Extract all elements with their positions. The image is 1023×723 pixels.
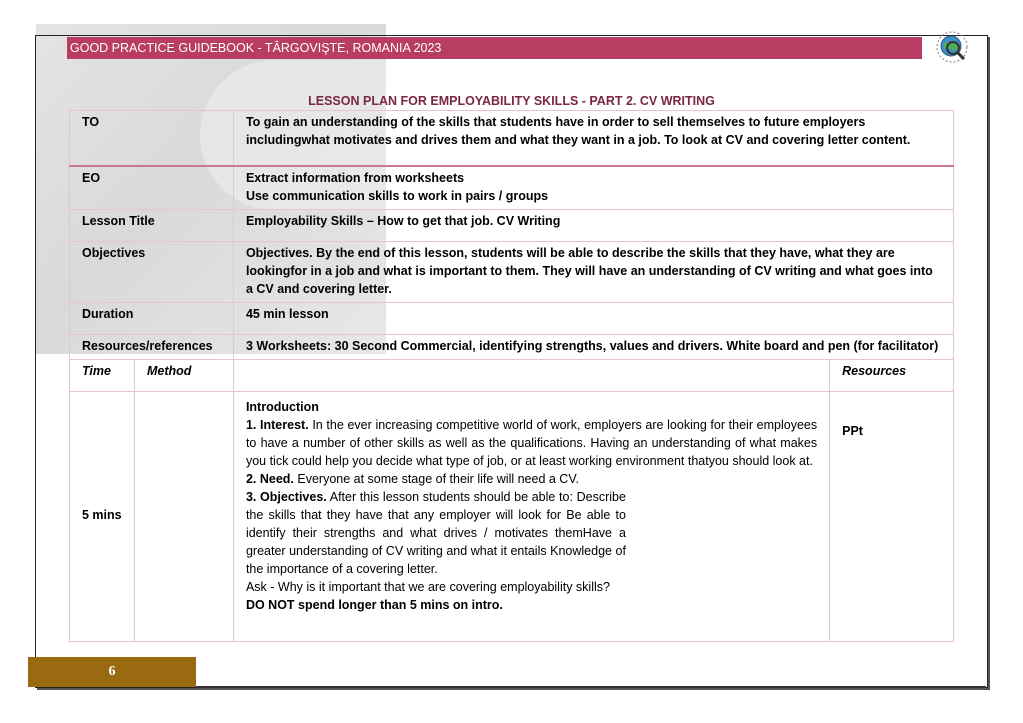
row-resources: PPt bbox=[830, 391, 954, 641]
intro-heading: Introduction bbox=[245, 399, 319, 414]
objectives-paragraph bbox=[246, 488, 626, 578]
interest-paragraph bbox=[246, 416, 817, 470]
table-row-introduction bbox=[70, 391, 954, 641]
to-label: TO bbox=[70, 111, 234, 166]
column-header-time: Time bbox=[70, 359, 135, 391]
column-header-resources: Resources bbox=[830, 359, 954, 391]
table-row-duration bbox=[70, 302, 954, 334]
objectives2-text: After this lesson students should be able to: Describe the skills that they have that any employer will look for Be able to identify their strengths and what drives / motivates themHave a greater understanding of CV writing and what it entails Knowledge of the importance of a covering letter. bbox=[245, 489, 626, 576]
eo-label: EO bbox=[70, 166, 234, 210]
duration-label: Duration bbox=[70, 302, 234, 334]
ask-paragraph: Ask - Why is it important that we are covering employability skills? bbox=[245, 579, 610, 594]
objectives2-label: 3. Objectives. bbox=[245, 489, 327, 504]
eo-value bbox=[233, 166, 953, 210]
warning-paragraph: DO NOT spend longer than 5 mins on intro. bbox=[245, 597, 503, 612]
resources-value: 3 Worksheets: 30 Second Commercial, identifying strengths, values and drivers. White board and pen (for facilitator) bbox=[233, 334, 953, 359]
header-bar: GOOD PRACTICE GUIDEBOOK - TÂRGOVIŞTE, ROMANIA 2023 bbox=[67, 37, 922, 59]
need-label: 2. Need. bbox=[245, 471, 294, 486]
objectives-value: Objectives. By the end of this lesson, students will be able to describe the skills that they have, what they are lookingfor in a job and what is important to them. They will have an understanding of CV writing and what goes into a CV and covering letter. bbox=[233, 241, 953, 302]
interest-label: 1. Interest. bbox=[245, 417, 309, 432]
footer-divider bbox=[196, 686, 986, 688]
table-row-lesson-title bbox=[70, 209, 954, 241]
objectives-label: Objectives bbox=[70, 241, 234, 302]
column-header-content bbox=[233, 359, 829, 391]
introduction-content bbox=[233, 391, 829, 641]
to-value: To gain an understanding of the skills that students have in order to sell themselves to future employers includingwhat motivates and drives them and what they want in a job. To look at CV and covering letter content. bbox=[233, 111, 953, 166]
table-row-objectives bbox=[70, 241, 954, 302]
table-header-row bbox=[70, 359, 954, 391]
column-header-method: Method bbox=[134, 359, 233, 391]
table-row-eo bbox=[70, 166, 954, 210]
lesson-title-label: Lesson Title bbox=[70, 209, 234, 241]
duration-value: 45 min lesson bbox=[233, 302, 953, 334]
table-row-resources bbox=[70, 334, 954, 359]
table-row-to bbox=[70, 111, 954, 166]
need-text: Everyone at some stage of their life will need a CV. bbox=[293, 471, 579, 486]
globe-magnifier-icon bbox=[935, 30, 969, 64]
page-number: 6 bbox=[28, 657, 196, 687]
interest-text: In the ever increasing competitive world of work, employers are looking for their employees to have a number of other skills as well as the qualifications. Having an understanding of what makes you tick could help you decide what type of job, or at least working environment thatyou should look at. bbox=[245, 417, 818, 468]
lesson-title-value: Employability Skills – How to get that job. CV Writing bbox=[233, 209, 953, 241]
row-method bbox=[134, 391, 233, 641]
need-paragraph bbox=[246, 470, 817, 488]
lesson-plan-table bbox=[69, 110, 954, 642]
resources-label: Resources/references bbox=[70, 334, 234, 359]
eo-line-2: Use communication skills to work in pairs / groups bbox=[245, 188, 549, 203]
document-title: LESSON PLAN FOR EMPLOYABILITY SKILLS - PART 2. CV WRITING bbox=[308, 94, 715, 108]
row-time: 5 mins bbox=[70, 391, 135, 641]
eo-line-1: Extract information from worksheets bbox=[245, 170, 465, 185]
